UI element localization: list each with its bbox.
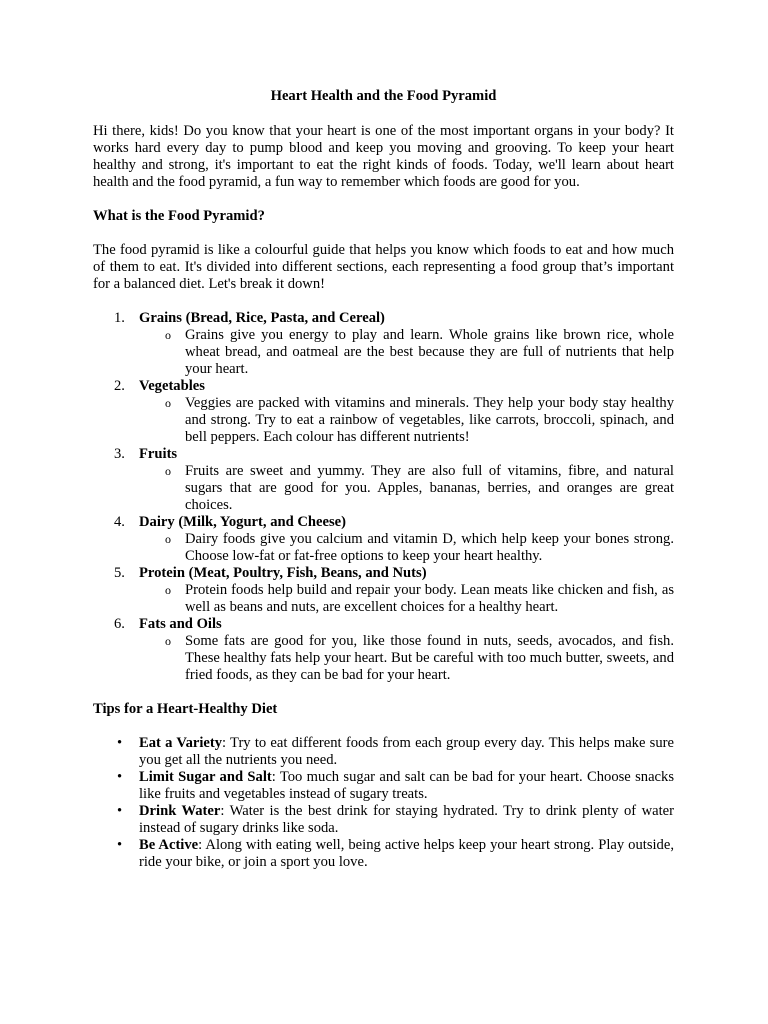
circle-bullet-icon: o	[165, 634, 171, 648]
tip-item	[93, 837, 674, 871]
food-group-title: Dairy (Milk, Yogurt, and Cheese)	[139, 514, 346, 530]
food-group-item	[93, 446, 674, 514]
section-heading-food-pyramid: What is the Food Pyramid?	[93, 208, 265, 224]
tips-list	[93, 735, 674, 871]
list-number: 6.	[114, 616, 125, 632]
food-group-title: Fats and Oils	[139, 616, 222, 632]
bullet-icon: •	[117, 769, 123, 785]
food-group-item	[93, 616, 674, 684]
food-group-item	[93, 378, 674, 446]
list-number: 1.	[114, 310, 125, 326]
food-group-title: Vegetables	[139, 378, 205, 394]
food-group-title: Grains (Bread, Rice, Pasta, and Cereal)	[139, 310, 385, 326]
tip-text: : Try to eat different foods from each group every day. This helps make sure you get all the nutrients you need.	[139, 735, 674, 768]
food-group-detail-text: Dairy foods give you calcium and vitamin D, which help keep your bones strong. Choose low-fat or fat-free options to keep your heart healthy.	[185, 531, 674, 564]
food-group-detail-text: Veggies are packed with vitamins and minerals. They help your body stay healthy and strong. Try to eat a rainbow of vegetables, like carrots, broccoli, spinach, and bell peppers. Each colour has different nutrients!	[185, 395, 674, 445]
list-number: 4.	[114, 514, 125, 530]
food-group-detail	[93, 463, 674, 514]
list-number: 5.	[114, 565, 125, 581]
tip-label: Drink Water	[139, 803, 221, 819]
tip-label: Be Active	[139, 837, 199, 853]
food-group-detail-text: Some fats are good for you, like those found in nuts, seeds, avocados, and fish. These healthy fats help your heart. But be careful with too much butter, sweets, and fried foods, as they can be bad for your heart.	[185, 633, 674, 683]
list-number: 2.	[114, 378, 125, 394]
tip-item	[93, 769, 674, 803]
food-group-detail	[93, 327, 674, 378]
food-group-title: Protein (Meat, Poultry, Fish, Beans, and Nuts)	[139, 565, 427, 581]
food-group-detail-text: Fruits are sweet and yummy. They are also full of vitamins, fibre, and natural sugars that are good for you. Apples, bananas, berries, and oranges are great choices.	[185, 463, 674, 513]
food-group-detail-text: Protein foods help build and repair your body. Lean meats like chicken and fish, as well as beans and nuts, are excellent choices for a healthy heart.	[185, 582, 674, 615]
circle-bullet-icon: o	[165, 532, 171, 546]
circle-bullet-icon: o	[165, 464, 171, 478]
food-group-detail	[93, 633, 674, 684]
circle-bullet-icon: o	[165, 583, 171, 597]
bullet-icon: •	[117, 837, 123, 853]
food-group-detail	[93, 582, 674, 616]
tip-text: : Along with eating well, being active helps keep your heart strong. Play outside, ride your bike, or join a sport you love.	[139, 837, 674, 870]
bullet-icon: •	[117, 803, 123, 819]
bullet-icon: •	[117, 735, 123, 751]
food-pyramid-paragraph: The food pyramid is like a colourful guide that helps you know which foods to eat and how much of them to eat. It's divided into different sections, each representing a food group that’s important for a balanced diet. Let's break it down!	[93, 242, 674, 292]
document-title: Heart Health and the Food Pyramid	[270, 88, 497, 104]
document-body	[93, 88, 674, 871]
tip-item	[93, 735, 674, 769]
section-heading-tips: Tips for a Heart-Healthy Diet	[93, 701, 278, 717]
circle-bullet-icon: o	[165, 328, 171, 342]
food-group-item	[93, 310, 674, 378]
list-number: 3.	[114, 446, 125, 462]
food-group-detail	[93, 395, 674, 446]
food-group-detail	[93, 531, 674, 565]
intro-paragraph: Hi there, kids! Do you know that your heart is one of the most important organs in your body? It works hard every day to pump blood and keep you moving and grooving. To keep your heart healthy and strong, it's important to eat the right kinds of foods. Today, we'll learn about heart health and the food pyramid, a fun way to remember which foods are good for you.	[93, 123, 674, 190]
food-group-item	[93, 565, 674, 616]
food-group-detail-text: Grains give you energy to play and learn. Whole grains like brown rice, whole wheat bread, and oatmeal are the best because they are full of nutrients that help your heart.	[185, 327, 674, 377]
tip-text: : Too much sugar and salt can be bad for your heart. Choose snacks like fruits and vegetables instead of sugary treats.	[139, 769, 675, 802]
tip-text: : Water is the best drink for staying hydrated. Try to drink plenty of water instead of sugary drinks like soda.	[139, 803, 675, 836]
food-group-title: Fruits	[139, 446, 178, 462]
food-group-list	[93, 310, 674, 684]
tip-item	[93, 803, 674, 837]
circle-bullet-icon: o	[165, 396, 171, 410]
tip-label: Eat a Variety	[139, 735, 223, 751]
food-group-item	[93, 514, 674, 565]
tip-label: Limit Sugar and Salt	[139, 769, 272, 785]
